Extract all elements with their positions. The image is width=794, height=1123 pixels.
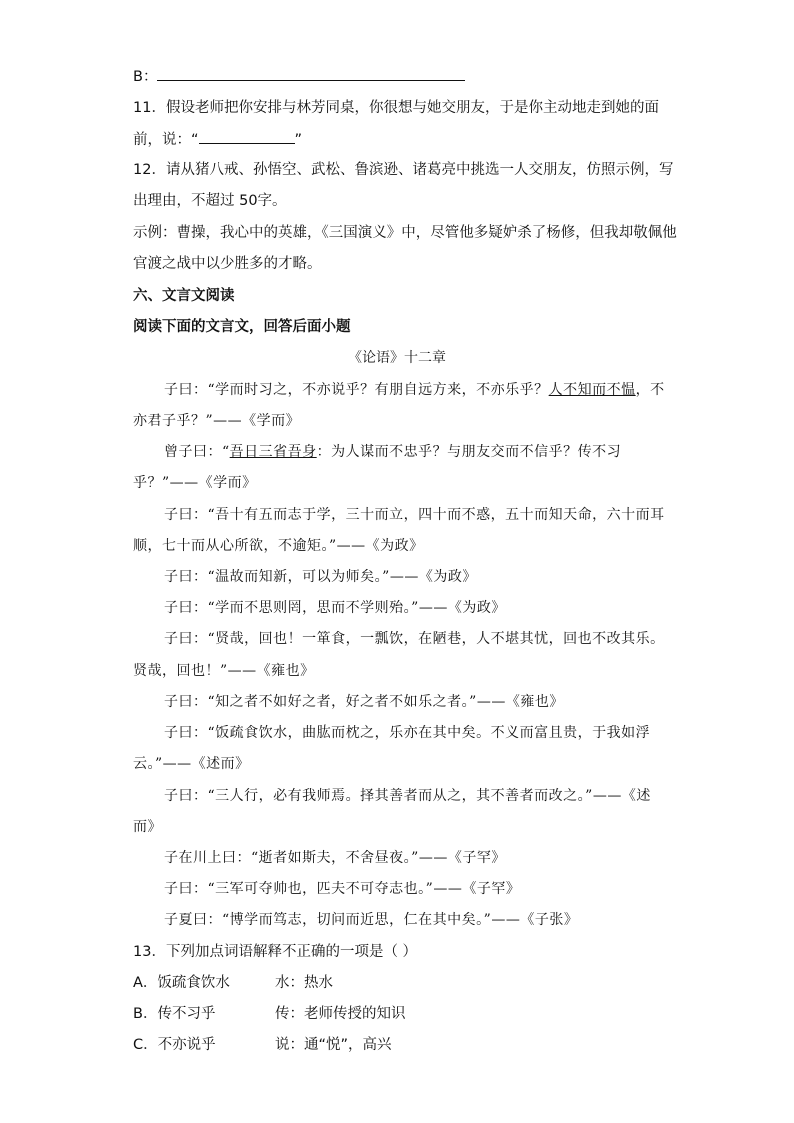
passage-line-1a xyxy=(164,380,665,400)
option-label: A．饭疏食饮水 xyxy=(133,975,230,991)
passage-line-2a xyxy=(164,442,621,462)
passage-line-8b: 云。”——《述而》 xyxy=(133,756,250,772)
q13-stem: 13．下列加点词语解释不正确的一项是（ ） xyxy=(133,944,418,960)
passage-line-10: 子在川上曰：“逝者如斯夫，不舍昼夜。”——《子罕》 xyxy=(164,850,506,866)
q13-option-b[interactable] xyxy=(133,1004,406,1024)
option-explain: 水：热水 xyxy=(275,975,333,991)
passage-line-9a: 子曰：“三人行，必有我师焉。择其善者而从之，其不善者而改之。”——《述 xyxy=(164,788,651,804)
option-label: C．不亦说乎 xyxy=(133,1037,216,1053)
option-explain: 说：通“悦”，高兴 xyxy=(275,1037,392,1053)
option-explain: 传：老师传授的知识 xyxy=(275,1006,406,1022)
passage-line-2b: 乎？”——《学而》 xyxy=(133,475,257,491)
q13-option-a[interactable] xyxy=(133,973,333,993)
answer-b-row xyxy=(133,66,465,87)
q12-example-line-2: 官渡之战中以少胜多的才略。 xyxy=(133,256,322,272)
option-label: B．传不习乎 xyxy=(133,1006,216,1022)
passage-line-6a: 子曰：“贤哉，回也！一箪食，一瓢饮，在陋巷，人不堪其忧，回也不改其乐。 xyxy=(164,631,665,647)
q11-line-1: 11．假设老师把你安排与林芳同桌，你很想与她交朋友，于是你主动地走到她的面 xyxy=(133,100,659,116)
passage-line-3b: 顺，七十而从心所欲，不逾矩。”——《为政》 xyxy=(133,538,424,554)
passage-line-1b: 亦君子乎？”——《学而》 xyxy=(133,413,301,429)
passage-line-3a: 子曰：“吾十有五而志于学，三十而立，四十而不惑，五十而知天命，六十而耳 xyxy=(164,507,665,523)
q12-line-1: 12．请从猪八戒、孙悟空、武松、鲁滨逊、诸葛亮中挑选一人交朋友，仿照示例，写 xyxy=(133,162,674,178)
passage-text: 子曰：“学而时习之，不亦说乎？有朋自远方来，不亦乐乎？ xyxy=(164,382,549,398)
passage-text: ：为人谋而不忠乎？与朋友交而不信乎？传不习 xyxy=(316,444,622,460)
passage-line-6b: 贤哉，回也！”——《雍也》 xyxy=(133,663,315,679)
section-heading: 六、文言文阅读 xyxy=(133,288,235,304)
passage-line-4: 子曰：“温故而知新，可以为师矣。”——《为政》 xyxy=(164,569,477,585)
passage-line-9b: 而》 xyxy=(133,819,162,835)
passage-line-8a: 子曰：“饭疏食饮水，曲肱而枕之，乐亦在其中矣。不义而富且贵，于我如浮 xyxy=(164,725,651,741)
q12-line-2: 出理由，不超过 50字。 xyxy=(133,193,287,209)
q13-option-c[interactable] xyxy=(133,1035,392,1055)
underlined-phrase: 吾日三省吾身 xyxy=(229,444,317,460)
q11-blank[interactable] xyxy=(199,129,295,144)
section-instruction: 阅读下面的文言文，回答后面小题 xyxy=(133,319,351,335)
passage-line-11: 子曰：“三军可夺帅也，匹夫不可夺志也。”——《子罕》 xyxy=(164,881,521,897)
underlined-phrase: 人不知而不愠 xyxy=(548,382,636,398)
answer-b-blank[interactable] xyxy=(157,66,465,81)
answer-b-label: B： xyxy=(133,69,158,85)
q11-suffix: ” xyxy=(294,132,303,148)
passage-title: 《论语》十二章 xyxy=(348,350,446,366)
q11-line-2 xyxy=(133,129,302,150)
passage-line-12: 子夏曰：“博学而笃志，切问而近思，仁在其中矣。”——《子张》 xyxy=(164,912,579,928)
passage-line-5: 子曰：“学而不思则罔，思而不学则殆。”——《为政》 xyxy=(164,600,506,616)
passage-line-7: 子曰：“知之者不如好之者，好之者不如乐之者。”——《雍也》 xyxy=(164,694,564,710)
passage-text: 曾子曰：“ xyxy=(164,444,230,460)
q11-prefix: 前，说：“ xyxy=(133,132,199,148)
passage-text: ，不 xyxy=(635,382,665,398)
q12-example-line-1: 示例：曹操，我心中的英雄，《三国演义》中，尽管他多疑妒杀了杨修，但我却敬佩他 xyxy=(133,225,677,241)
